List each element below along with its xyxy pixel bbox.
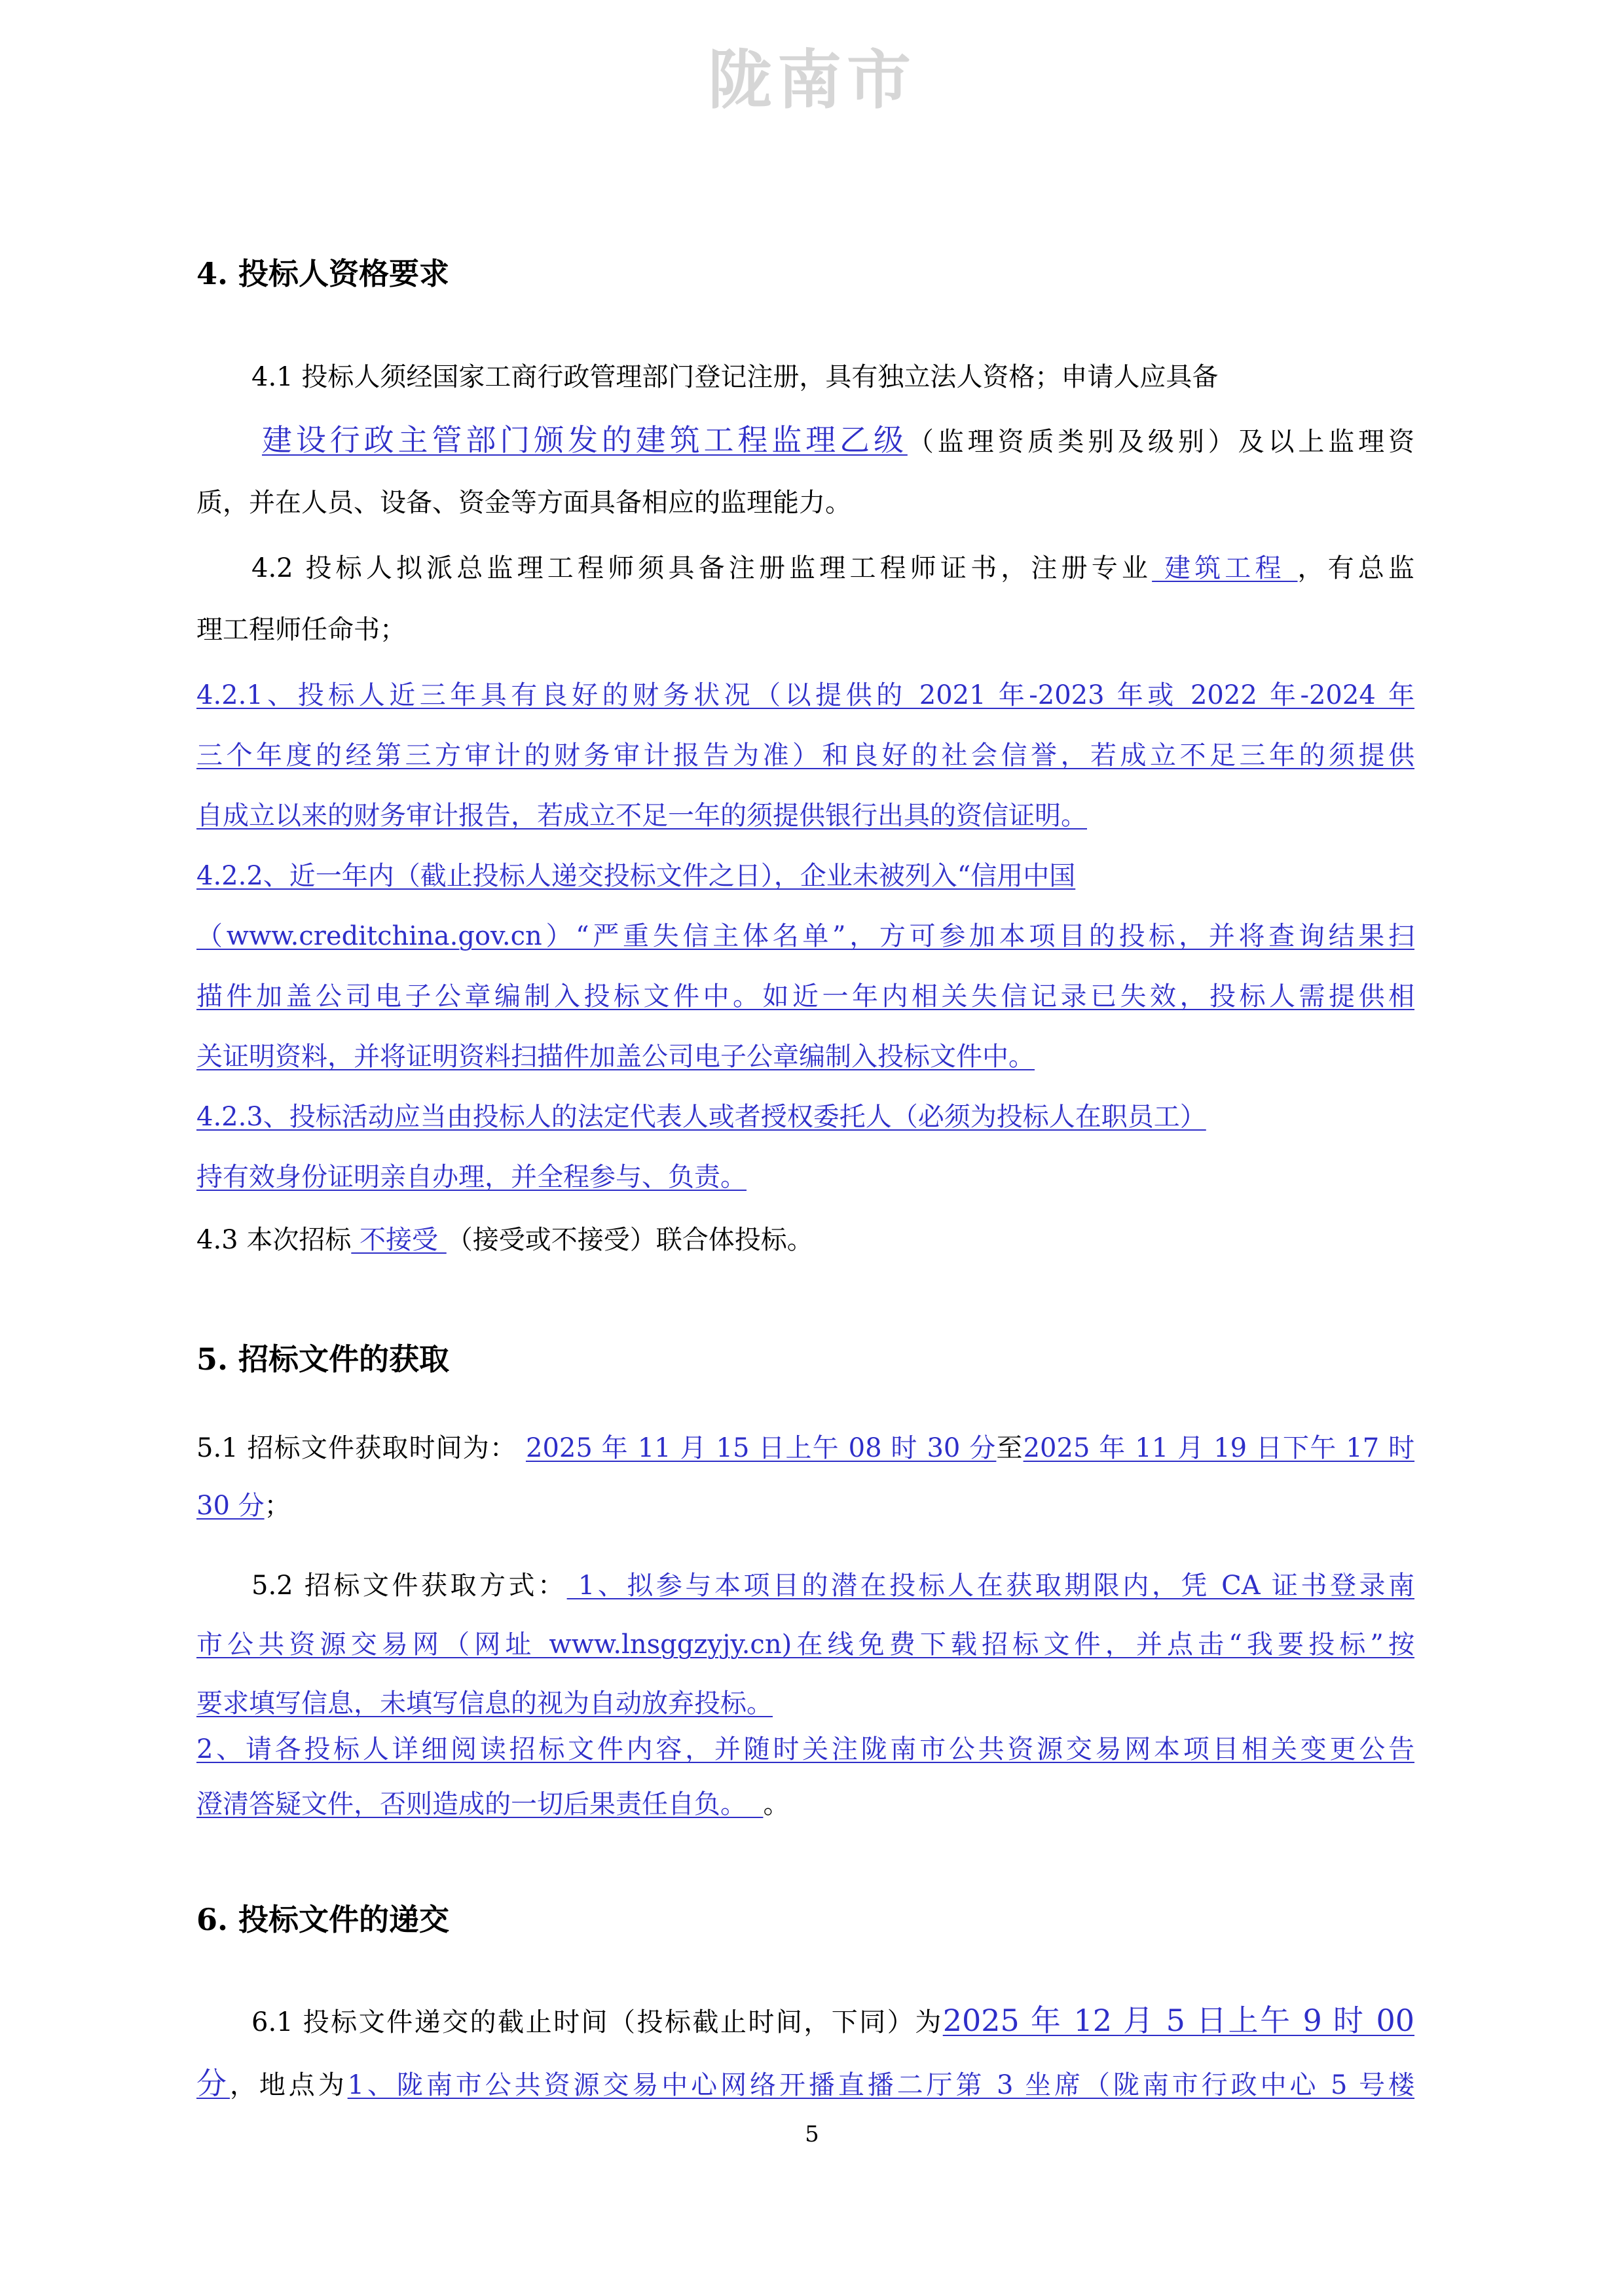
para-4-2-2-line-1[interactable]: 4.2.2、近一年内（截止投标人递交投标文件之日），企业未被列入“信用中国	[196, 861, 1076, 891]
para-5-2-line-1	[196, 1565, 1414, 1602]
para-4-3-text: 4.3 本次招标	[196, 1225, 352, 1255]
para-4-2-2-line-2[interactable]: （www.creditchina.gov.cn）“严重失信主体名单”，方可参加本项目的投标，并将查询结果扫	[196, 921, 1414, 951]
section-5-heading: 5. 招标文件的获取	[196, 1341, 450, 1377]
para-4-1-line-1: 4.1 投标人须经国家工商行政管理部门登记注册，具有独立法人资格；申请人应具备	[251, 362, 1219, 392]
para-4-2-line-1	[196, 547, 1414, 585]
watermark-text: 陇南市	[707, 43, 916, 118]
para-6-1-text: 6.1 投标文件递交的截止时间（投标截止时间，下同）为	[251, 2007, 943, 2037]
para-4-2-1-line-3[interactable]: 自成立以来的财务审计报告，若成立不足一年的须提供银行出具的资信证明。	[196, 801, 1087, 831]
para-5-2-end: 。	[763, 1789, 790, 1819]
para-5-2-line-3[interactable]: 要求填写信息，未填写信息的视为自动放弃投标。	[196, 1688, 773, 1719]
para-5-1-to: 至	[996, 1433, 1024, 1463]
para-4-3	[196, 1219, 1414, 1256]
para-6-1-mid: ，地点为	[229, 2070, 348, 2100]
page-number: 5	[805, 2121, 819, 2147]
para-4-1-line-3: 质，并在人员、设备、资金等方面具备相应的监理能力。	[196, 488, 851, 518]
consortium-field[interactable]: 不接受	[351, 1225, 447, 1255]
para-5-1-text: 5.1 招标文件获取时间为：	[196, 1433, 517, 1463]
para-5-2-line-4[interactable]: 2、请各投标人详细阅读招标文件内容，并随时关注陇南市公共资源交易网本项目相关变更公告	[196, 1734, 1414, 1764]
para-5-1-tail: ；	[264, 1491, 291, 1521]
acquire-end-time-cont[interactable]: 30 分	[196, 1491, 265, 1521]
para-4-2-2-line-3[interactable]: 描件加盖公司电子公章编制入投标文件中。如近一年内相关失信记录已失效，投标人需提供相	[196, 981, 1414, 1011]
para-4-3-tail: （接受或不接受）联合体投标。	[446, 1225, 813, 1255]
para-4-2-3-line-2[interactable]: 持有效身份证明亲自办理，并全程参与、负责。	[196, 1162, 747, 1192]
section-4-heading: 4. 投标人资格要求	[196, 256, 450, 291]
para-5-2-line-2[interactable]: 市公共资源交易网（网址 www.lnsggzyjy.cn)在线免费下载招标文件，并点击“我要投标”按	[196, 1630, 1414, 1660]
para-4-2-3-line-1[interactable]: 4.2.3、投标活动应当由投标人的法定代表人或者授权委托人（必须为投标人在职员工）	[196, 1102, 1206, 1132]
acquire-start-time[interactable]: 2025 年 11 月 15 日上午 08 时 30 分	[526, 1433, 997, 1463]
para-6-1-line-1	[196, 1997, 1414, 2040]
para-4-2-tail: ，有总监	[1297, 553, 1415, 583]
qualification-link[interactable]: 建设行政主管部门颁发的建筑工程监理乙级	[262, 422, 908, 458]
para-4-2-1-line-2[interactable]: 三个年度的经第三方审计的财务审计报告为准）和良好的社会信誉，若成立不足三年的须提供	[196, 740, 1414, 771]
para-4-2-2-line-4[interactable]: 关证明资料，并将证明资料扫描件加盖公司电子公章编制入投标文件中。	[196, 1042, 1035, 1072]
acquire-method-note[interactable]: 澄清答疑文件，否则造成的一切后果责任自负。	[196, 1789, 764, 1819]
acquire-method-text[interactable]: 1、拟参与本项目的潜在投标人在获取期限内，凭 CA 证书登录南	[566, 1571, 1414, 1601]
submit-place[interactable]: 1、陇南市公共资源交易中心网络开播直播二厅第 3 坐席（陇南市行政中心 5 号楼	[347, 2070, 1415, 2100]
section-6-heading: 6. 投标文件的递交	[196, 1902, 450, 1937]
submit-deadline[interactable]: 2025 年 12 月 5 日上午 9 时 00	[942, 2003, 1414, 2038]
para-5-2-text: 5.2 招标文件获取方式：	[251, 1571, 567, 1601]
para-5-2-line-5	[196, 1783, 789, 1821]
para-5-1-line-1	[196, 1427, 1414, 1465]
qualification-desc: （监理资质类别及级别）及以上监理资	[907, 427, 1415, 457]
specialty-field[interactable]: 建筑工程	[1152, 553, 1298, 583]
para-4-1-line-2	[196, 416, 1414, 460]
submit-deadline-cont[interactable]: 分	[196, 2066, 230, 2101]
para-4-2-line-2: 理工程师任命书；	[196, 615, 406, 645]
para-4-2-text: 4.2 投标人拟派总监理工程师须具备注册监理工程师证书，注册专业	[251, 553, 1153, 583]
para-6-1-line-2	[196, 2060, 1414, 2103]
para-4-2-1-line-1[interactable]: 4.2.1、投标人近三年具有良好的财务状况（以提供的 2021 年-2023 年或 2022 年-2024 年	[196, 680, 1414, 710]
para-5-1-line-2	[196, 1485, 1414, 1522]
acquire-end-time[interactable]: 2025 年 11 月 19 日下午 17 时	[1023, 1433, 1415, 1463]
